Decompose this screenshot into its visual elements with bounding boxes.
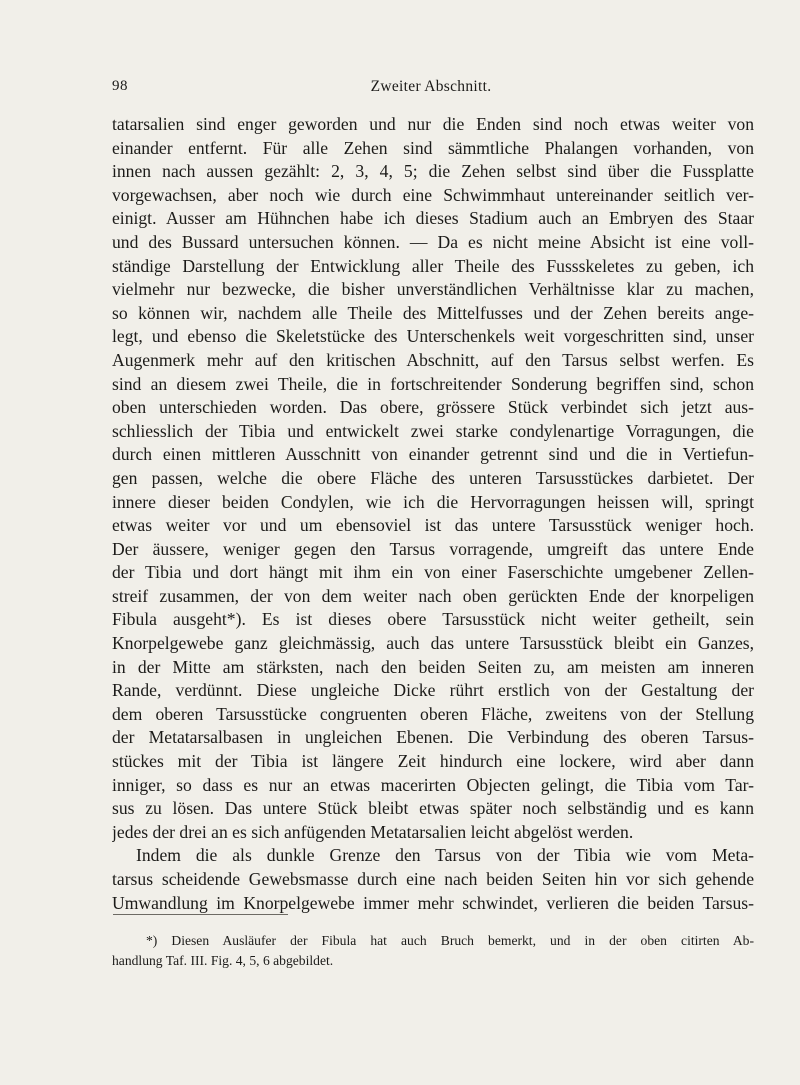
text-line: der Metatarsalbasen in ungleichen Ebenen. Die Verbindung des oberen Tarsus- [112,727,754,748]
text-line: Umwandlung im Knorpelgewebe immer mehr schwindet, verlieren die beiden Tarsus- [112,892,754,913]
text-line: in der Mitte am stärksten, nach den beiden Seiten zu, am meisten am inneren [112,656,754,677]
text-line: tarsus scheidende Gewebsmasse durch eine nach beiden Seiten hin vor sich gehende [112,869,754,889]
text-line: etwas weiter vor und um ebensoviel ist das untere Tarsusstück weniger hoch. [112,515,754,536]
running-title: Zweiter Abschnitt. [370,78,492,95]
text-line: sus zu lösen. Das untere Stück bleibt etwas später noch selbständig und es kann [112,798,754,819]
text-line: ständige Darstellung der Entwicklung aller Theile des Fussskeletes zu geben, ich [112,255,754,276]
text-line: Rande, verdünnt. Diese ungleiche Dicke rührt erstlich von der Gestaltung der [112,680,754,701]
text-line: durch einen mittleren Ausschnitt von einander getrennt sind und die in Vertiefun- [112,444,754,465]
text-line: Knorpelgewebe ganz gleichmässig, auch das untere Tarsusstück bleibt ein Ganzes, [112,633,754,654]
footnote [112,931,754,971]
text-line: dem oberen Tarsusstücke congruenten oberen Fläche, zweitens von der Stellung [112,703,754,724]
text-line: vorgewachsen, aber noch wie durch eine Schwimmhaut untereinander seitlich ver- [112,184,754,205]
text-line: streif zusammen, der von dem weiter nach oben gerückten Ende der knorpeligen [112,585,754,606]
text-line: vielmehr nur bezwecke, die bisher unverständlichen Verhältnisse klar zu machen, [112,279,754,300]
text-line: innere dieser beiden Condylen, wie ich die Hervorragungen heissen will, springt [112,491,754,512]
text-line: und des Bussard untersuchen können. — Da es nicht meine Absicht ist eine voll- [112,231,754,252]
paragraph-start-line: Indem die als dunkle Grenze den Tarsus von der Tibia wie vom Meta- [136,845,754,866]
text-line: oben unterschieden worden. Das obere, grössere Stück verbindet sich jetzt aus- [112,397,754,418]
text-line: einigt. Ausser am Hühnchen habe ich dieses Stadium auch an Embryen des Staar [112,208,754,229]
footnote-line: *) Diesen Ausläufer der Fibula hat auch Bruch bemerkt, und in der oben citirten Ab- [146,933,754,948]
footnote-divider [113,914,288,915]
text-line: inniger, so dass es nur an etwas macerirten Objecten gelingt, die Tibia vom Tar- [112,774,754,795]
text-line: jedes der drei an es sich anfügenden Metatarsalien leicht abgelöst werden. [112,821,634,842]
text-line: legt, und ebenso die Skeletstücke des Unterschenkels weit vorgeschritten sind, unser [112,326,754,347]
text-line: Augenmerk mehr auf den kritischen Abschnitt, auf den Tarsus selbst werfen. Es [112,349,754,370]
text-line: tatarsalien sind enger geworden und nur die Enden sind noch etwas weiter von [112,114,754,134]
text-line: sind an diesem zwei Theile, die in fortschreitender Sonderung begriffen sind, schon [112,373,754,394]
text-line: innen nach aussen gezählt: 2, 3, 4, 5; die Zehen selbst sind über die Fussplatte [112,161,754,182]
page-number: 98 [112,78,128,94]
text-line: Der äussere, weniger gegen den Tarsus vorragende, umgreift das untere Ende [112,538,754,559]
text-line: der Tibia und dort hängt mit ihm ein von einer Faserschichte umgebener Zellen- [112,562,754,583]
text-line: gen passen, welche die obere Fläche des unteren Tarsusstückes darbietet. Der [112,467,754,488]
text-line: einander entfernt. Für alle Zehen sind sämmtliche Phalangen vorhanden, von [112,137,754,158]
page-header [108,78,754,100]
text-line: schliesslich der Tibia und entwickelt zwei starke condylenartige Vorragungen, die [112,420,754,441]
footnote-line: handlung Taf. III. Fig. 4, 5, 6 abgebildet. [112,953,334,968]
text-line: so können wir, nachdem alle Theile des Mittelfusses und der Zehen bereits ange- [112,302,754,323]
body-text [112,113,754,915]
text-line: stückes mit der Tibia ist längere Zeit hindurch eine lockere, wird aber dann [112,751,754,772]
text-line: Fibula ausgeht*). Es ist dieses obere Tarsusstück nicht weiter getheilt, sein [112,609,754,630]
